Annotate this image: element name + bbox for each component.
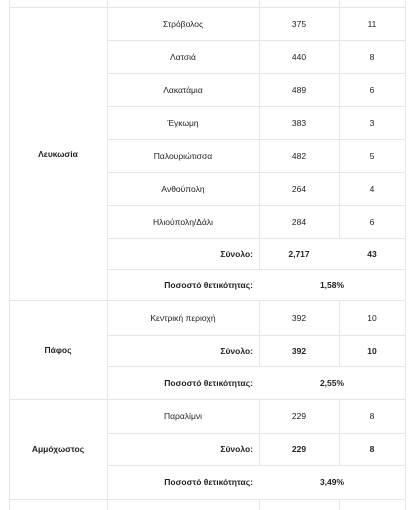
area-name: Στρόβολος [162, 18, 204, 29]
total-positives: 10 [367, 345, 377, 356]
area-name: Κεντρική περιοχή [150, 312, 216, 323]
positives-count: 5 [369, 150, 375, 161]
positivity-rate-label: Ποσοστό θετικότητας: [164, 477, 253, 487]
positivity-rate-label: Ποσοστό θετικότητας: [164, 279, 253, 290]
positives-count: 6 [369, 84, 375, 95]
total-positives: 43 [367, 248, 377, 259]
total-label: Σύνολο: [220, 248, 253, 259]
region-name: Αμμόχωστος [31, 444, 85, 454]
tests-count: 489 [291, 84, 307, 95]
tests-count: 482 [291, 150, 307, 161]
positives-count: 8 [369, 411, 375, 421]
column-divider [405, 0, 406, 510]
positives-count: 11 [367, 18, 377, 29]
positives-count: 8 [369, 51, 375, 62]
area-name: Έγκωμη [167, 117, 199, 128]
column-divider [339, 499, 340, 510]
total-positives: 8 [369, 444, 375, 454]
region-name: Λευκωσία [38, 148, 78, 159]
total-label: Σύνολο: [220, 444, 253, 454]
tests-count: 440 [291, 51, 307, 62]
tests-count: 375 [291, 18, 307, 29]
region-name: Πάφος [44, 344, 72, 355]
area-name: Λακατάμια [163, 84, 203, 95]
tests-count: 383 [291, 117, 307, 128]
area-name: Παλουριώτισσα [153, 150, 213, 161]
tests-count: 392 [291, 312, 307, 323]
column-divider [259, 499, 260, 510]
total-tests: 392 [291, 345, 307, 356]
total-tests: 2,717 [288, 248, 310, 259]
positives-count: 3 [369, 117, 375, 128]
total-label: Σύνολο: [220, 345, 253, 356]
positives-count: 10 [367, 312, 377, 323]
positivity-rate-label: Ποσοστό θετικότητας: [164, 377, 253, 388]
positivity-rate: 2,55% [319, 377, 345, 388]
tests-count: 264 [291, 183, 307, 194]
area-name: Λατσιά [170, 51, 196, 62]
area-name: Παραλίμνι [164, 411, 202, 421]
total-tests: 229 [291, 444, 307, 454]
positives-count: 6 [369, 216, 375, 227]
area-name: Ανθούπολη [161, 183, 205, 194]
tests-count: 284 [291, 216, 307, 227]
row-divider [9, 499, 405, 500]
area-name: Ηλιούπολη/Δάλι [152, 216, 214, 227]
positives-count: 4 [369, 183, 375, 194]
positivity-rate: 1,58% [319, 279, 345, 290]
tests-count: 229 [291, 411, 307, 421]
positivity-rate: 3,49% [319, 477, 345, 487]
